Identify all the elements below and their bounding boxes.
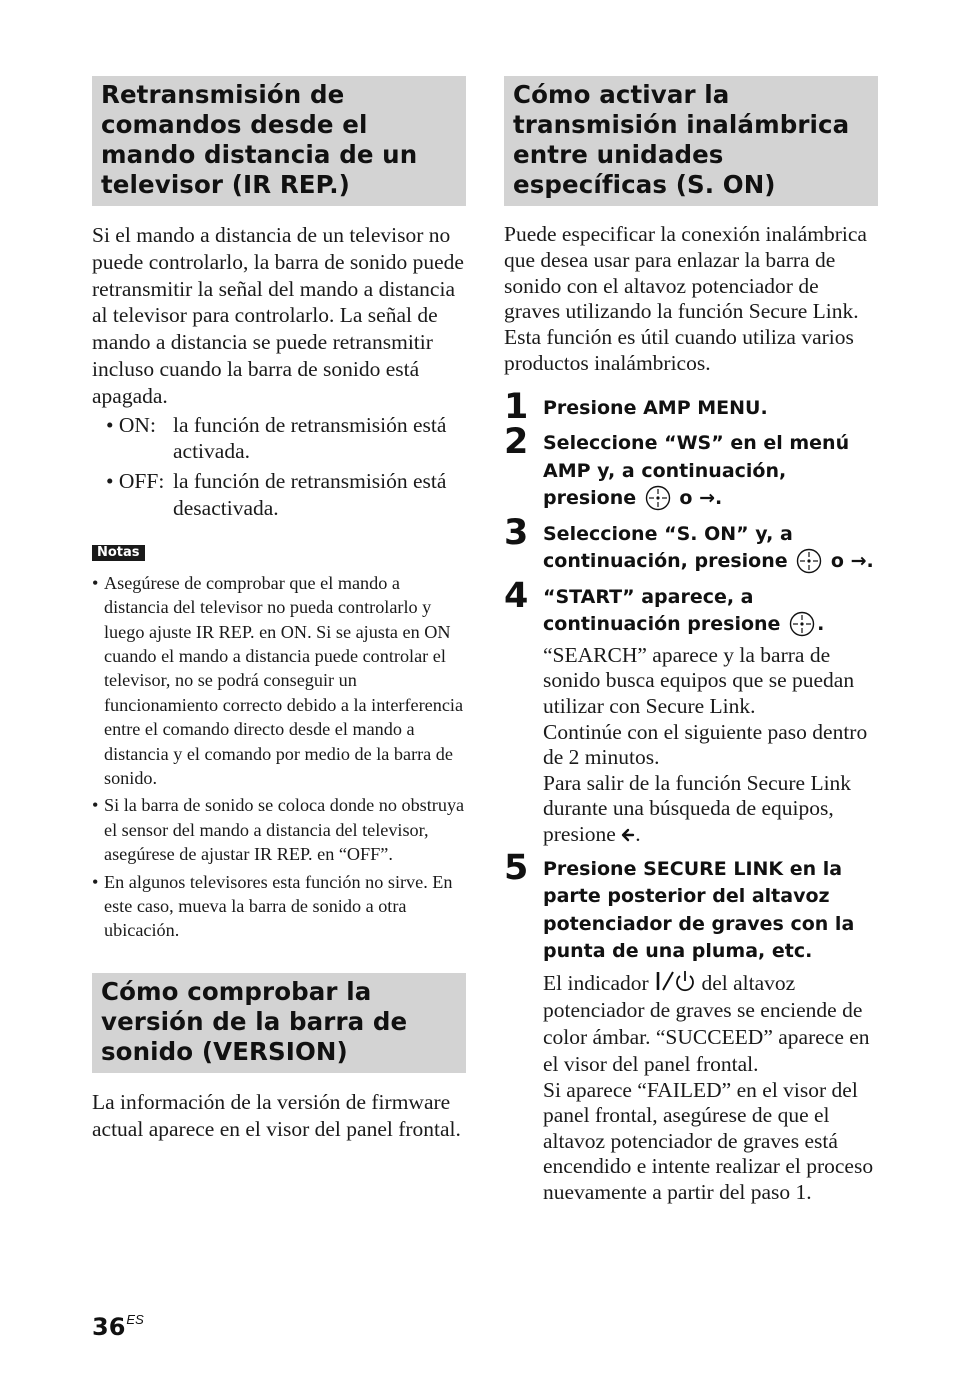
option-off: [92, 468, 466, 522]
version-heading: Cómo comprobar la versión de la barra de sonido (VERSION): [92, 973, 466, 1073]
step-title: [543, 584, 878, 639]
step-1: [504, 386, 878, 427]
option-value: la función de retransmisión está activada.: [173, 412, 447, 464]
enter-circle-icon: [645, 485, 671, 511]
step-paragraph: “SEARCH” aparece y la barra de sonido busca equipos que se puedan utilizar con Secure Link.: [543, 642, 855, 718]
step-paragraph: Continúe con el siguiente paso dentro de 2 minutos.: [543, 719, 868, 770]
step-number: 3: [504, 512, 529, 553]
ir-rep-heading: Retransmisión de comandos desde el mando distancia de un televisor (IR REP.): [92, 76, 466, 206]
step-title-text: Seleccione “S. ON” y, a continuación, presione: [543, 522, 793, 573]
step-number: 1: [504, 386, 529, 427]
notes-badge: Notas: [92, 545, 145, 561]
option-value: la función de retransmisión está desactivada.: [173, 469, 447, 520]
step-text: del altavoz potenciador de graves se enciende de color ámbar. “SUCCEED” aparece en el visor del panel frontal.: [543, 970, 870, 1076]
step-number: 2: [504, 422, 529, 463]
step-title: [543, 430, 878, 513]
step-title: [543, 521, 878, 576]
step-paragraph: [543, 771, 878, 848]
option-key: • ON:: [106, 412, 156, 437]
step-title: Presione AMP MENU.: [543, 396, 768, 419]
option-on: [92, 412, 466, 466]
page-number-text: 36: [92, 1313, 126, 1341]
step-title-text: “START” aparece, a continuación presione: [543, 585, 781, 636]
enter-circle-icon: [796, 548, 822, 574]
step-title-text: o →.: [830, 550, 874, 573]
power-standby-icon: [654, 970, 696, 992]
page-lang-suffix: ES: [126, 1312, 144, 1327]
step-body: [543, 970, 878, 1206]
step-text: Para salir de la función Secure Link durante una búsqueda de equipos, presione: [543, 770, 852, 846]
s-on-intro: Puede especificar la conexión inalámbrica que desea usar para enlazar la barra de sonido con el altavoz potenciador de graves utilizando la función Secure Link.: [504, 222, 867, 324]
s-on-intro-2: Esta función es útil cuando utiliza varios productos inalámbricos.: [504, 325, 854, 375]
step-text: El indicador: [543, 970, 649, 995]
step-number: 5: [504, 847, 529, 888]
left-column: [92, 76, 466, 1142]
step-title-text: .: [817, 613, 825, 636]
step-paragraph: [543, 970, 878, 1078]
step-title-text: Seleccione “WS” en el menú AMP y, a continuación, presione: [543, 432, 850, 510]
page-number: [92, 1312, 144, 1341]
ir-rep-options: [92, 412, 466, 522]
note-item: • En algunos televisores esta función no sirve. En este caso, mueva la barra de sonido a otra ubicación.: [92, 870, 466, 943]
option-key: • OFF:: [106, 469, 165, 494]
step-number: 4: [504, 575, 529, 616]
step-3: [504, 512, 878, 576]
step-4: [504, 575, 878, 848]
back-arrow-icon: [621, 827, 635, 843]
step-title: Presione SECURE LINK en la parte posterior del altavoz potenciador de graves con la punta de una pluma, etc.: [543, 857, 855, 963]
ir-rep-intro: Si el mando a distancia de un televisor no puede controlarlo, la barra de sonido puede retransmitir la señal del mando a distancia al televisor para controlarlo. La señal de mando a distancia se puede retransmitir incluso cuando la barra de sonido está apagada.: [92, 223, 464, 408]
step-5: [504, 847, 878, 1206]
note-item: • Asegúrese de comprobar que el mando a distancia del televisor no pueda controlarlo y luego ajuste IR REP. en ON. Si se ajusta en ON cuando el mando a distancia puede controlar el televisor, no se podrá conseguir un funcionamiento correcto debido a la interferencia entre el comando directo desde el mando a distancia y el comando por medio de la barra de sonido.: [92, 571, 466, 791]
step-2: [504, 422, 878, 513]
right-column: [504, 76, 878, 1214]
version-body: La información de la versión de firmware actual aparece en el visor del panel frontal.: [92, 1089, 461, 1141]
s-on-heading: Cómo activar la transmisión inalámbrica entre unidades específicas (S. ON): [504, 76, 878, 206]
steps-list: [504, 386, 878, 1206]
enter-circle-icon: [789, 611, 815, 637]
step-paragraph: Si aparece “FAILED” en el visor del panel frontal, asegúrese de que el altavoz potenciador de graves está encendido e intente realizar el proceso nuevamente a partir del paso 1.: [543, 1077, 874, 1204]
notes-list: [92, 571, 466, 943]
step-text: .: [635, 821, 641, 846]
step-body: [543, 643, 878, 848]
note-item: • Si la barra de sonido se coloca donde no obstruya el sensor del mando a distancia del televisor, asegúrese de ajustar IR REP. en “OFF”.: [92, 793, 466, 866]
step-title-text: o →.: [679, 487, 723, 510]
